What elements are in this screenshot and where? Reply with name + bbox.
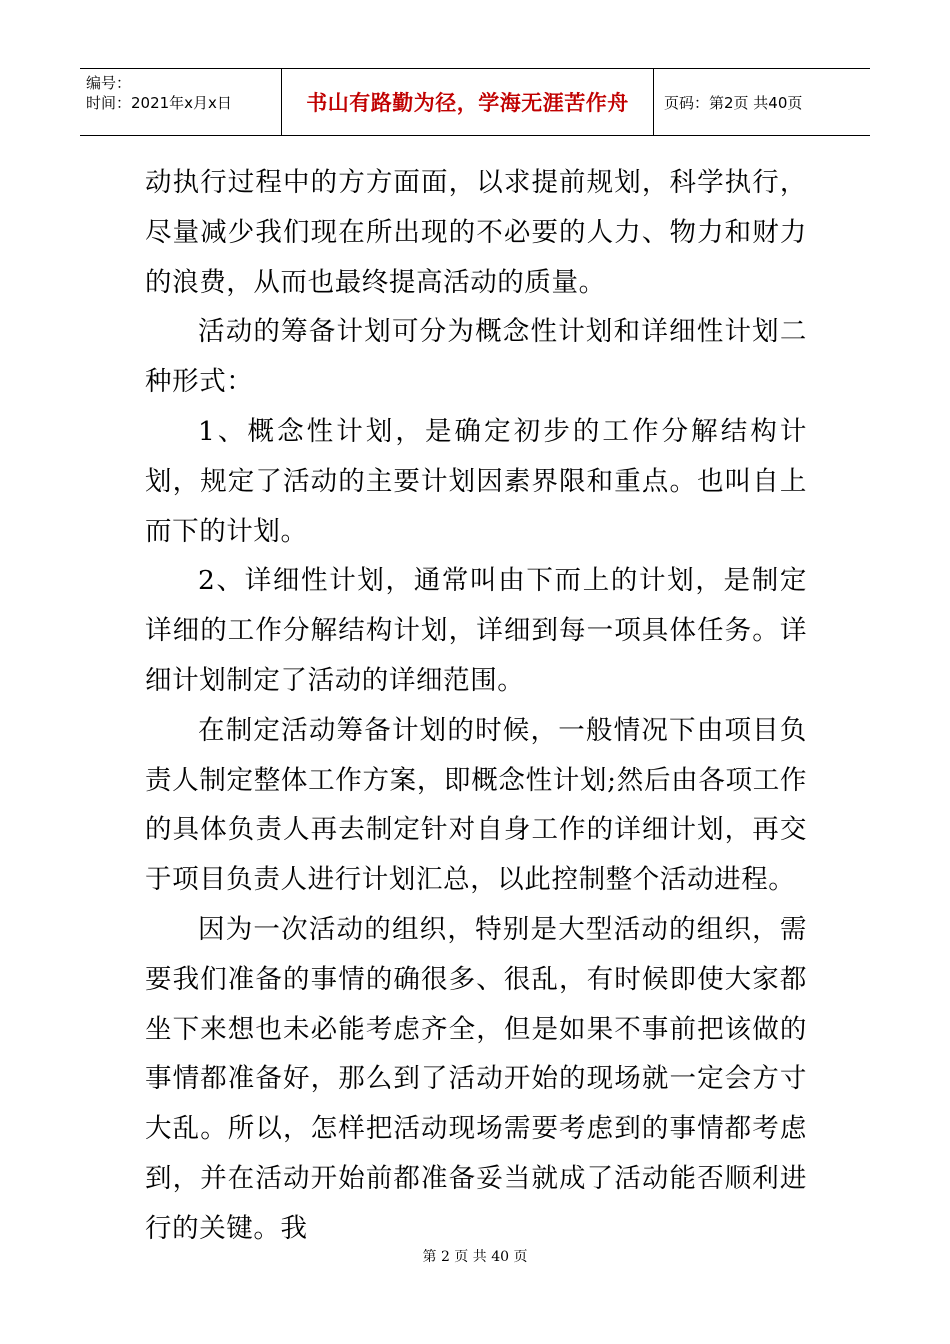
paragraph-continuation: 动执行过程中的方方面面，以求提前规划，科学执行，尽量减少我们现在所出现的不必要的人力、物力和财力的浪费，从而也最终提高活动的质量。 bbox=[145, 167, 807, 298]
paragraph: 在制定活动筹备计划的时候，一般情况下由项目负责人制定整体工作方案，即概念性计划;然后由各项工作的具体负责人再去制定针对自身工作的详细计划，再交于项目负责人进行计划汇总，以此控制整个活动进程。 bbox=[145, 714, 807, 896]
paragraph: 2、详细性计划，通常叫由下而上的计划，是制定详细的工作分解结构计划，详细到每一项具体任务。详细计划制定了活动的详细范围。 bbox=[145, 565, 807, 696]
paragraph: 1、概念性计划，是确定初步的工作分解结构计划，规定了活动的主要计划因素界限和重点。也叫自上而下的计划。 bbox=[145, 415, 807, 547]
header-page-info: 页码：第2页 共40页 bbox=[664, 93, 803, 112]
header-motto: 书山有路勤为径，学海无涯苦作舟 bbox=[282, 69, 654, 135]
date-label: 时间：2021年x月x日 bbox=[86, 94, 232, 112]
header-meta bbox=[80, 69, 282, 135]
page-header bbox=[80, 68, 870, 136]
serial-number-label: 编号： bbox=[86, 74, 132, 92]
paragraph: 因为一次活动的组织，特别是大型活动的组织，需要我们准备的事情的确很多、很乱，有时候即使大家都坐下来想也未必能考虑齐全，但是如果不事前把该做的事情都准备好，那么到了活动开始的现场就一定会方寸大乱。所以，怎样把活动现场需要考虑到的事情都考虑到，并在活动开始前都准备妥当就成了活动能否顺利进行的关键。我 bbox=[145, 913, 807, 1244]
page-footer: 第 2 页 共 40 页 bbox=[422, 1249, 528, 1265]
paragraph: 活动的筹备计划可分为概念性计划和详细性计划二种形式： bbox=[145, 316, 807, 398]
document-body bbox=[145, 158, 807, 1254]
